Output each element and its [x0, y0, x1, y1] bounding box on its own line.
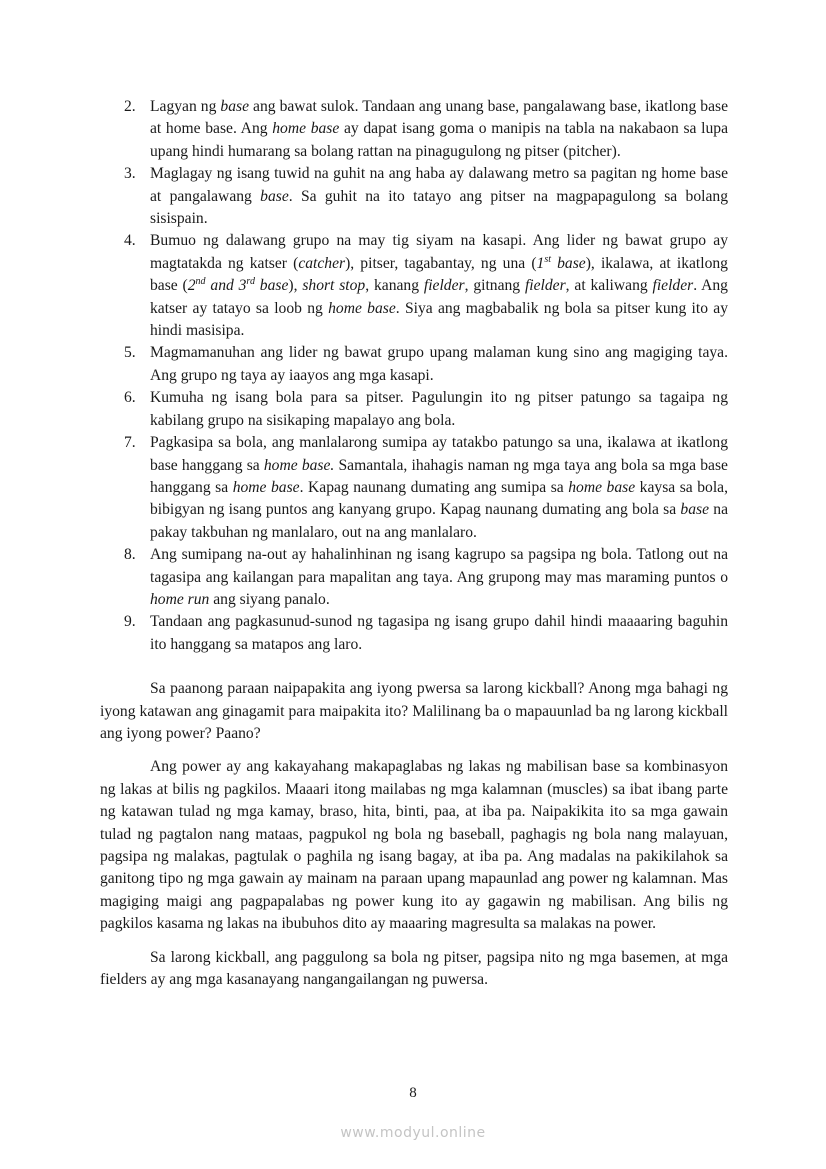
step-item — [100, 163, 728, 230]
step-number: 9. — [124, 613, 136, 631]
emphasis-text: base — [260, 187, 289, 205]
step-text — [150, 344, 728, 383]
step-text — [150, 546, 728, 608]
step-text — [150, 98, 728, 160]
emphasis-text: catcher — [298, 254, 346, 272]
step-text-run: ang siyang panalo. — [209, 590, 330, 608]
step-text-run: kaysa sa bola, bibigyan ng isang puntos ang kanyang grupo. Kapag naunang dumating ang bola sa — [150, 478, 728, 519]
step-text — [150, 389, 728, 428]
step-text-run: . Ang katser ay tatayo sa loob ng — [150, 277, 728, 317]
emphasis-text: short stop — [302, 277, 366, 295]
step-text-run: Samantala, ihahagis naman ng mga taya ang bola sa mga base hanggang sa — [150, 456, 728, 496]
step-text-run: , gitnang — [464, 277, 525, 295]
step-number: 6. — [124, 389, 136, 407]
step-item — [100, 544, 728, 611]
step-text-run: ay dapat isang goma o manipis na tabla na nakabaon sa lupa upang hindi humarang sa bolang rattan na pinagugulong ng pitser (pitcher). — [150, 120, 728, 160]
paragraph-spacer — [100, 936, 728, 947]
step-item — [100, 96, 728, 163]
step-text-run: Lagyan ng — [150, 98, 221, 115]
emphasis-text: and 3 — [205, 277, 247, 295]
step-text-run: Tandaan ang pagkasunud-sunod ng tagasipa ng isang grupo dahil hindi maaaaring baguhin ito hanggang sa matapos ang laro. — [150, 613, 728, 653]
step-item — [100, 387, 728, 432]
step-text-run: Pagkasipa sa bola, ang manlalarong sumipa ay tatakbo patungo sa una, ikalawa at ikatlong base hanggang sa — [150, 434, 728, 474]
step-text-run: ang bawat sulok. Tandaan ang unang base, pangalawang base, ikatlong base at home base. Ang — [150, 98, 728, 138]
emphasis-text: home base — [568, 478, 636, 496]
emphasis-text: base — [254, 277, 289, 295]
power-definition-paragraph: Ang power ay ang kakayahang makapaglabas ng lakas ng mabilisan base sa kombinasyon ng lakas at bilis ng pagkilos. Maaari itong mailabas ng mga kalamnan (muscles) sa ibat ibang parte ng katawan tulad ng mga kamay, braso, hita, binti, paa, at iba pa. Naipakikita ito sa mga gawain tulad ng pagtalon nang mataas, pagpukol ng bola ng baseball, paghagis ng bola nang malayuan, pagsipa ng malakas, pagtulak o paghila ng isang bagay, at iba pa. Ang madalas na pakikilahok sa ganitong tipo ng mga gawain ay mainam na paraan upang mapaunlad ang power ng kalamnan. Mas magiging maigi ang pagpapalabas ng power kung ito ay gagawin ng mabilisan. Ang bilis ng pagkilos kasama ng lakas na ibubuhos dito ay maaaring magresulta sa malakas na power. — [100, 758, 728, 933]
emphasis-text: fielder — [524, 277, 566, 295]
step-text-run: . Siya ang magbabalik ng bola sa pitser kung ito ay hindi masisipa. — [150, 299, 728, 340]
paragraph-spacer — [100, 745, 728, 756]
step-number: 5. — [124, 344, 136, 362]
emphasis-text: fielder — [423, 277, 465, 295]
step-text-run: . Kapag naunang dumating ang sumipa sa — [299, 478, 569, 496]
emphasis-text: st — [544, 253, 551, 265]
question-paragraph: Sa paanong paraan naipapakita ang iyong pwersa sa larong kickball? Anong mga bahagi ng iyong katawan ang ginagamit para maipakita ito? Malilinang ba o mapauunlad ba ng larong kickball ang iyong power? Paano? — [100, 680, 728, 742]
step-text-run: . Sa guhit na ito tatayo ang pitser na magpapagulong sa bolang sisispain. — [150, 187, 728, 228]
step-text — [150, 165, 728, 227]
step-item — [100, 611, 728, 656]
step-number: 7. — [124, 434, 136, 452]
emphasis-text: 1 — [536, 254, 545, 272]
step-text-run: ), pitser, tagabantay, ng una ( — [345, 254, 537, 272]
emphasis-text: home base — [328, 299, 396, 317]
step-item — [100, 230, 728, 342]
section-spacer — [100, 656, 728, 678]
step-number: 4. — [124, 232, 136, 250]
step-number: 3. — [124, 165, 136, 183]
step-text-run: na pakay takbuhan ng manlalaro, out na ang manlalaro. — [150, 501, 728, 541]
emphasis-text: nd — [195, 276, 206, 288]
kickball-steps-list — [100, 96, 728, 656]
emphasis-text: home base — [272, 120, 340, 138]
step-text-run: Ang sumipang na-out ay hahalinhinan ng isang kagrupo sa pagsipa ng bola. Tatlong out na tagasipa ang kailangan para mapalitan ang taya. Ang grupong may mas maraming puntos o — [150, 546, 728, 586]
step-text-run: Bumuo ng dalawang grupo na may tig siyam na kasapi. Ang lider ng bawat grupo ay magtatakda ng katser ( — [150, 232, 728, 272]
step-text — [150, 434, 728, 541]
emphasis-text: 2 — [187, 277, 196, 295]
emphasis-text: fielder — [652, 277, 694, 295]
emphasis-text: home run — [150, 590, 210, 608]
step-text-run: , at kaliwang — [565, 277, 653, 295]
emphasis-text: base — [220, 98, 250, 115]
step-text-run: Maglagay ng isang tuwid na guhit na ang haba ay dalawang metro sa pagitan ng home base at pangalawang — [150, 165, 728, 205]
step-number: 2. — [124, 98, 136, 115]
step-text — [150, 613, 728, 652]
page-number: 8 — [409, 1085, 417, 1101]
emphasis-text: base — [550, 254, 586, 272]
emphasis-text: rd — [246, 276, 255, 288]
step-text-run: ), ikalawa, at ikatlong base ( — [150, 254, 728, 295]
step-item — [100, 432, 728, 544]
step-text-run: ), — [288, 277, 303, 295]
step-number: 8. — [124, 546, 136, 564]
step-text — [150, 232, 728, 339]
step-item — [100, 342, 728, 387]
step-text-run: Kumuha ng isang bola para sa pitser. Pagulungin ito ng pitser patungo sa tagaipa ng kabilang grupo na sisikaping mapalayo ang bola. — [150, 389, 728, 429]
watermark: www.modyul.online — [340, 1125, 486, 1141]
document-page — [100, 96, 728, 991]
step-text-run: Magmamanuhan ang lider ng bawat grupo upang malaman kung sino ang magiging taya. Ang grupo ng taya ay iaayos ang mga kasapi. — [150, 344, 728, 384]
step-text-run: , kanang — [365, 277, 424, 295]
emphasis-text: base — [680, 501, 710, 519]
emphasis-text: home base — [232, 478, 300, 496]
emphasis-text: home base. — [263, 456, 335, 474]
kickball-summary-paragraph: Sa larong kickball, ang paggulong sa bola ng pitser, pagsipa nito ng mga basemen, at mga fielders ay ang mga kasanayang nangangailangan ng puwersa. — [100, 948, 728, 989]
